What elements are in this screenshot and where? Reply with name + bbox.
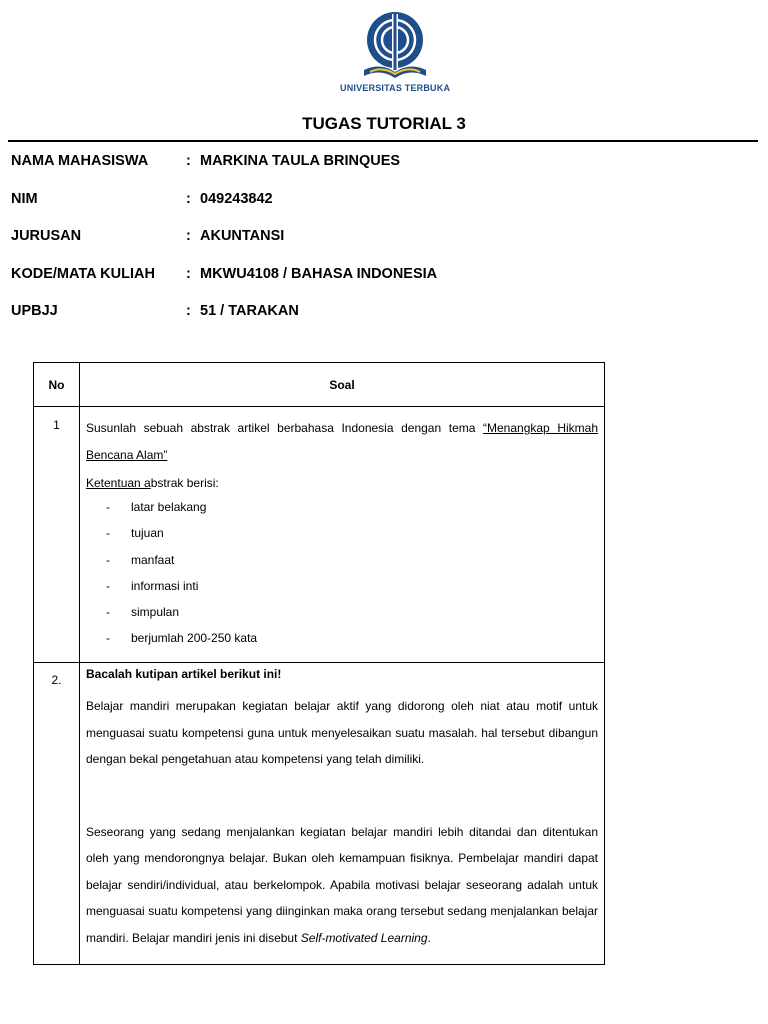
- list-item: - berjumlah 200-250 kata: [86, 625, 598, 651]
- info-value: 049243842: [200, 190, 273, 207]
- list-item-text: manfaat: [131, 552, 175, 567]
- list-item: - simpulan: [86, 599, 598, 625]
- column-header-soal: Soal: [80, 363, 605, 407]
- paragraph-2-end: .: [427, 930, 431, 945]
- requirements-rest: bstrak berisi:: [150, 476, 219, 490]
- university-logo: [340, 10, 450, 93]
- page-title: TUGAS TUTORIAL 3: [302, 114, 466, 133]
- list-item-text: simpulan: [131, 605, 180, 620]
- requirements-underlined: Ketentuan a: [86, 476, 151, 490]
- info-row-major: [11, 228, 437, 266]
- question-2-paragraph-2: [86, 819, 598, 952]
- info-colon: :: [186, 303, 191, 319]
- question-number: 1: [53, 418, 60, 432]
- question-1-theme: “Menangkap Hikmah Bencana Alam”: [86, 421, 598, 462]
- column-header-no: No: [34, 363, 80, 407]
- question-2-heading: Bacalah kutipan artikel berikut ini!: [86, 667, 282, 681]
- info-label: JURUSAN: [11, 228, 82, 244]
- questions-table: [33, 362, 605, 965]
- list-item: - latar belakang: [86, 494, 598, 520]
- info-row-upbjj: [11, 303, 437, 341]
- info-colon: :: [186, 153, 191, 169]
- paragraph-2-text: Seseorang yang sedang menjalankan kegiatan belajar mandiri lebih ditandai dan ditentukan oleh yang mendorongnya belajar. Bukan oleh kemampuan fisiknya. Pembelajar mandiri dapat belajar sendiri/individual, atau berkelompok. Apabila motivasi belajar seseorang adalah untuk menguasai suatu kompetensi yang diinginkan maka orang tersebut sedang menjalankan belajar mandiri. Belajar mandiri jenis ini disebut: [86, 824, 598, 945]
- table-row: [34, 407, 605, 663]
- question-1-requirements-heading: [86, 476, 598, 490]
- info-label: NIM: [11, 190, 38, 207]
- university-emblem-icon: [360, 10, 430, 82]
- question-number-cell: [34, 663, 80, 965]
- info-value: MKWU4108 / BAHASA INDONESIA: [200, 265, 438, 282]
- question-2-paragraph-1: Belajar mandiri merupakan kegiatan belajar aktif yang didorong oleh niat atau motif untuk menguasai suatu kompetensi guna untuk menyelesaikan suatu masalah. hal tersebut dibangun dengan bekal pengetahuan atau kompetensi yang telah dimiliki.: [86, 699, 598, 766]
- info-colon: :: [186, 265, 191, 282]
- info-value: MARKINA TAULA BRINQUES: [200, 153, 401, 169]
- info-colon: :: [186, 190, 191, 207]
- student-info: [11, 153, 437, 341]
- list-item-text: informasi inti: [131, 578, 199, 593]
- info-row-nim: [11, 191, 437, 229]
- list-item: - manfaat: [86, 547, 598, 573]
- info-value: 51 / TARAKAN: [200, 303, 299, 319]
- question-cell: [80, 407, 605, 663]
- title-divider: [8, 140, 758, 142]
- table-header-row: [34, 363, 605, 407]
- logo-text: UNIVERSITAS TERBUKA: [340, 83, 451, 93]
- info-label: KODE/MATA KULIAH: [11, 265, 155, 282]
- list-item: - tujuan: [86, 520, 598, 546]
- info-label: UPBJJ: [11, 303, 58, 319]
- list-item-text: berjumlah 200-250 kata: [131, 631, 258, 646]
- list-item-text: tujuan: [131, 526, 164, 541]
- list-item: - informasi inti: [86, 573, 598, 599]
- table-row: [34, 663, 605, 965]
- list-item-text: latar belakang: [131, 500, 207, 514]
- info-label: NAMA MAHASISWA: [11, 153, 149, 169]
- paragraph-2-italic-term: Self-motivated Learning: [300, 930, 428, 945]
- info-row-name: [11, 153, 437, 191]
- question-1-intro: [86, 415, 598, 468]
- question-1-intro-text: Susunlah sebuah abstrak artikel berbahasa Indonesia dengan tema: [86, 421, 484, 435]
- question-number-cell: [34, 407, 80, 663]
- info-value: AKUNTANSI: [200, 228, 285, 244]
- question-cell: [80, 663, 605, 965]
- requirements-list: [86, 494, 598, 652]
- info-colon: :: [186, 228, 191, 244]
- question-number: 2.: [51, 673, 62, 687]
- info-row-course: [11, 266, 437, 304]
